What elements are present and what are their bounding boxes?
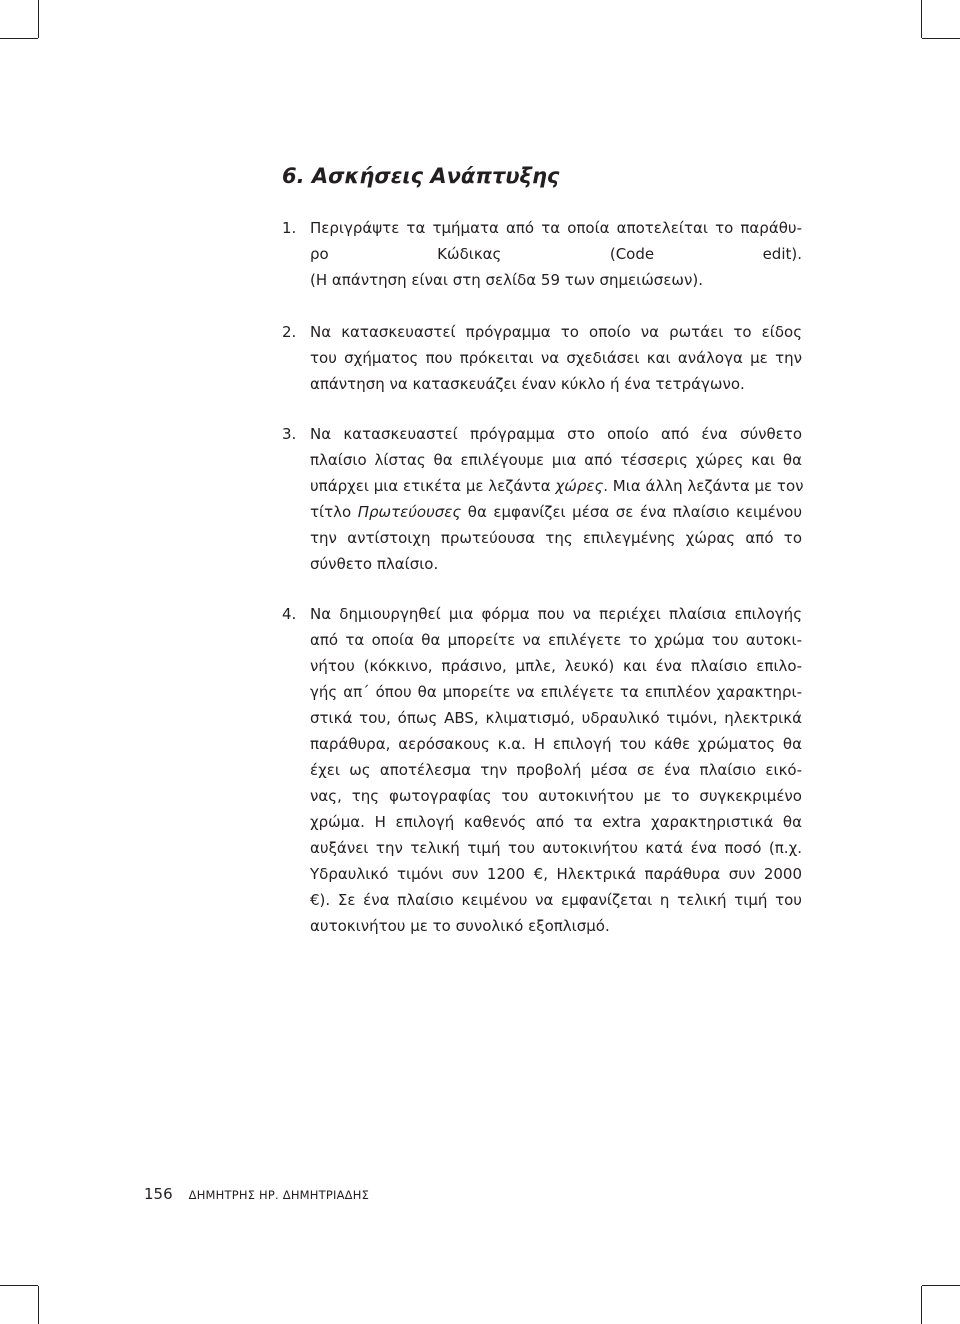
exercise-text-line: απάντηση να κατασκευάζει έναν κύκλο ή ένα τετράγωνο.	[310, 375, 745, 393]
section-heading: 6. Ασκήσεις Ανάπτυξης	[282, 164, 560, 188]
exercise-text-line: αυξάνει την τελική τιμή του αυτοκινήτου κατά ένα ποσό (π.χ.	[310, 839, 802, 857]
page-number: 156	[144, 1185, 173, 1203]
crop-mark-top-left	[38, 0, 39, 38]
exercise-text-line: Να δημιουργηθεί μια φόρμα που να περιέχει πλαίσια επιλογής	[310, 605, 802, 623]
exercise-text: τίτλο	[310, 503, 358, 521]
exercise-text-italic: χώρες	[555, 477, 604, 495]
crop-mark-top-right	[922, 38, 960, 39]
exercise-text-line: Περιγράψτε τα τμήματα από τα οποία αποτελείται το παράθυ-	[310, 219, 802, 237]
exercise-text-line: αυτοκινήτου με το συνολικό εξοπλισμό.	[310, 917, 610, 935]
exercise-number: 1.	[282, 219, 297, 237]
exercise-text-line: του σχήματος που πρόκειται να σχεδιάσει και ανάλογα με την	[310, 349, 802, 367]
exercise-text-line: την αντίστοιχη πρωτεύουσα της επιλεγμένης χώρας από το	[310, 529, 802, 547]
exercise-text-line: ρο Κώδικας (Code edit).	[310, 245, 802, 263]
exercise-text-line: παράθυρα, αερόσακους κ.α. Η επιλογή του κάθε χρώματος θα	[310, 735, 802, 753]
exercise-text: . Μια άλλη λεζάντα με τον	[603, 477, 804, 495]
exercise-number: 4.	[282, 605, 297, 623]
exercise-item	[282, 421, 802, 577]
exercise-text-line: πλαίσιο λίστας θα επιλέγουμε μια από τέσσερις χώρες και θα	[310, 451, 802, 469]
exercise-text-line	[310, 473, 802, 499]
exercise-text-line: χρώμα. Η επιλογή καθενός από τα extra χαρακτηριστικά θα	[310, 813, 802, 831]
exercise-item	[282, 601, 802, 939]
crop-mark-bottom-left	[38, 1286, 39, 1324]
exercise-text-line: γής απ΄ όπου θα μπορείτε να επιλέγετε τα επιπλέον χαρακτηρι-	[310, 683, 802, 701]
crop-mark-top-right	[921, 0, 922, 38]
exercise-text-line: Να κατασκευαστεί πρόγραμμα το οποίο να ρωτάει το είδος	[310, 323, 802, 341]
page-footer	[144, 1184, 369, 1205]
crop-mark-top-left	[0, 38, 38, 39]
exercise-item	[282, 319, 802, 397]
crop-mark-bottom-left	[0, 1285, 38, 1286]
exercise-text-line	[310, 499, 802, 525]
exercise-number: 3.	[282, 425, 297, 443]
exercise-text-italic: Πρωτεύουσες	[357, 503, 462, 521]
exercise-number: 2.	[282, 323, 297, 341]
exercise-text-line: από τα οποία θα μπορείτε να επιλέγετε το χρώμα του αυτοκι-	[310, 631, 802, 649]
crop-mark-bottom-right	[922, 1285, 960, 1286]
exercise-text-line: στικά του, όπως ABS, κλιματισμό, υδραυλικό τιμόνι, ηλεκτρικά	[310, 709, 802, 727]
author-name: ΔΗΜΗΤΡΗΣ ΗΡ. ΔΗΜΗΤΡΙΑΔΗΣ	[188, 1188, 370, 1202]
exercise-text: θα εμφανίζει μέσα σε ένα πλαίσιο κειμένου	[461, 503, 802, 521]
exercise-text-line: €). Σε ένα πλαίσιο κειμένου να εμφανίζεται η τελική τιμή του	[310, 891, 802, 909]
exercise-text-line: νας, της φωτογραφίας του αυτοκινήτου με το συγκεκριμένο	[310, 787, 802, 805]
exercise-text-line: Υδραυλικό τιμόνι συν 1200 €, Ηλεκτρικά παράθυρα συν 2000	[310, 865, 802, 883]
exercise-text-line: έχει ως αποτέλεσμα την προβολή μέσα σε ένα πλαίσιο εικό-	[310, 761, 802, 779]
exercise-text-line: (Η απάντηση είναι στη σελίδα 59 των σημειώσεων).	[310, 271, 703, 289]
crop-mark-bottom-right	[921, 1286, 922, 1324]
exercise-text-line: νήτου (κόκκινο, πράσινο, μπλε, λευκό) και ένα πλαίσιο επιλο-	[310, 657, 802, 675]
exercise-text-line: σύνθετο πλαίσιο.	[310, 555, 439, 573]
exercise-item	[282, 215, 802, 293]
exercise-text: υπάρχει μια ετικέτα με λεζάντα	[310, 477, 556, 495]
exercise-text-line: Να κατασκευαστεί πρόγραμμα στο οποίο από ένα σύνθετο	[310, 425, 802, 443]
